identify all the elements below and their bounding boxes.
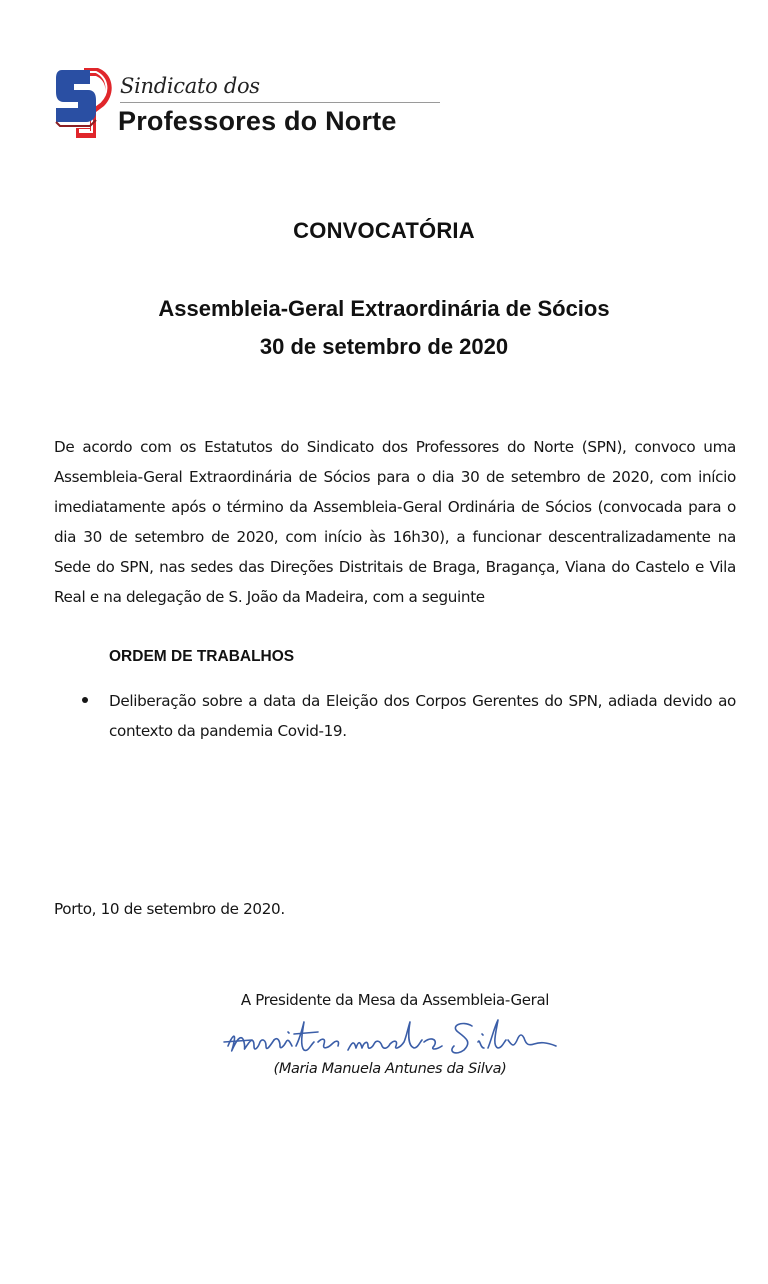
organization-logo — [54, 66, 454, 142]
document-title: CONVOCATÓRIA — [293, 218, 475, 243]
agenda-item-text: Deliberação sobre a data da Eleição dos Corpos Gerentes do SPN, adiada devido ao contexto da pandemia Covid-19. — [109, 692, 736, 740]
signatory-name: (Maria Manuela Antunes da Silva) — [273, 1061, 507, 1077]
document-subtitle: Assembleia-Geral Extraordinária de Sócios — [158, 296, 610, 321]
logo-text-line1: Sindicato dos — [120, 74, 260, 98]
logo-text-line2: Professores do Norte — [118, 106, 397, 136]
place-and-date: Porto, 10 de setembro de 2020. — [54, 900, 285, 918]
bullet-icon — [82, 697, 88, 703]
convocation-paragraph: De acordo com os Estatutos do Sindicato dos Professores do Norte (SPN), convoco uma Assembleia-Geral Extraordinária de Sócios para o dia 30 de setembro de 2020, com início imediatamente após o término da Assembleia-Geral Ordinária de Sócios (convocada para o dia 30 de setembro de 2020, com início às 16h30), a funcionar descentralizadamente na Sede do SPN, nas sedes das Direções Distritais de Braga, Bragança, Viana do Castelo e Vila Real e na delegação de S. João da Madeira, com a seguinte — [54, 438, 736, 606]
agenda-item — [54, 686, 736, 746]
agenda-list — [54, 686, 736, 746]
handwritten-signature-icon — [222, 1012, 562, 1062]
sp-monogram-logo-icon — [54, 66, 116, 140]
agenda-heading: ORDEM DE TRABALHOS — [109, 648, 295, 665]
logo-divider — [120, 102, 440, 103]
meeting-date-heading: 30 de setembro de 2020 — [259, 334, 509, 359]
signatory-role: A Presidente da Mesa da Assembleia-Geral — [240, 991, 550, 1009]
